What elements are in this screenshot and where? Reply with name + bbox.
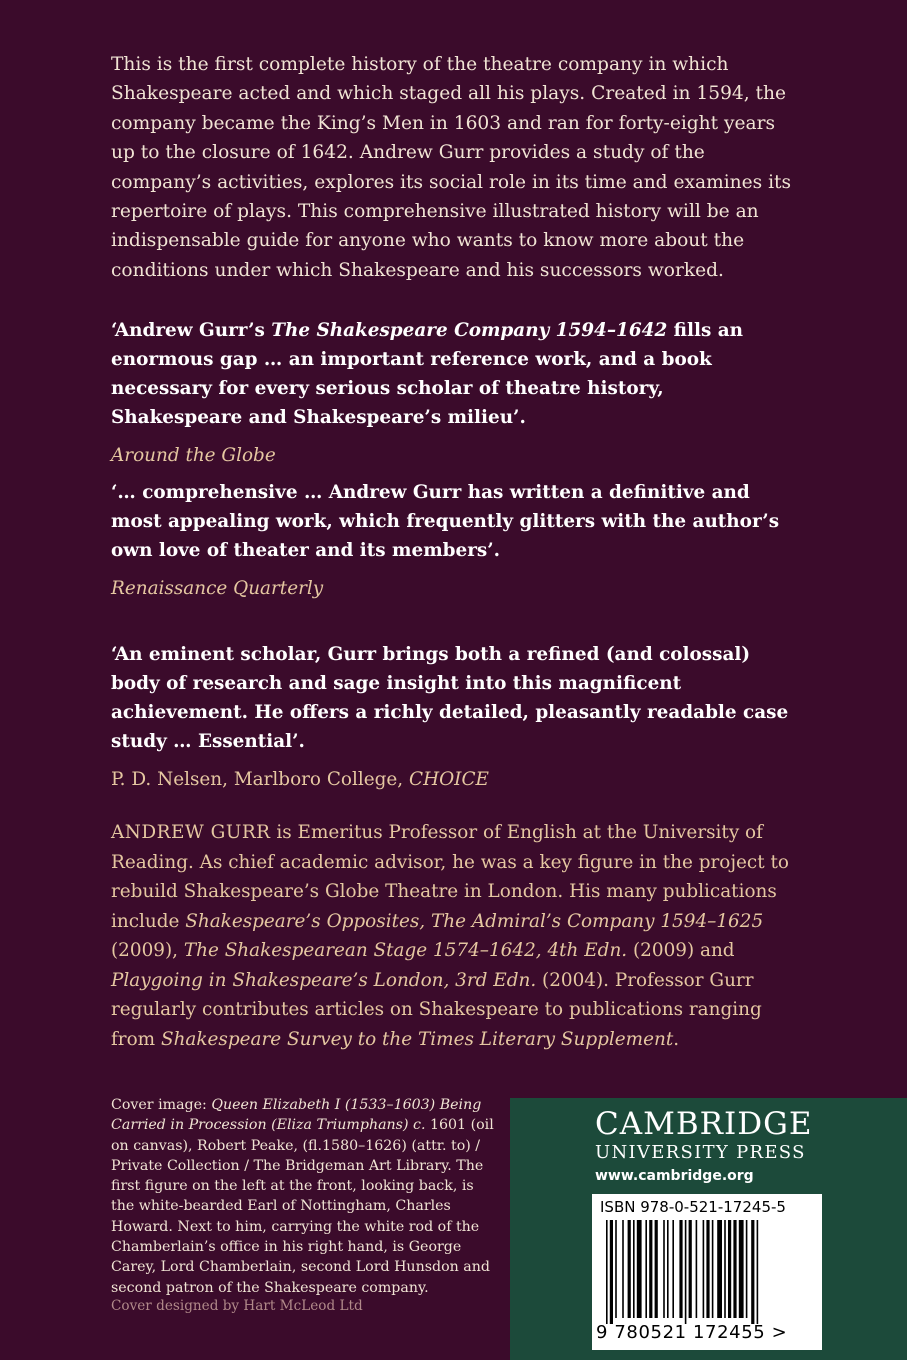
barcode-bar [751,1220,754,1324]
quote-source: Renaissance Quarterly [111,578,324,599]
review-quote-2 [111,478,801,603]
barcode-bar [679,1220,682,1318]
barcode-bar [615,1220,617,1318]
barcode-bar [633,1220,635,1318]
barcode [592,1194,822,1350]
barcode-bar [610,1220,613,1324]
author-bio [111,818,801,1054]
barcode-bar [637,1220,642,1318]
barcode-bar [655,1220,658,1318]
barcode-bar [717,1220,722,1318]
barcode-bar [703,1220,705,1318]
barcode-bar [739,1220,744,1318]
barcode-bar [746,1220,748,1318]
barcode-bar [649,1220,652,1318]
barcode-bar [757,1220,759,1324]
bio-text: ANDREW GURR is Emeritus Professor of English at the University of Reading. As chief academic advisor, he was a key figure in the project to rebuild Shakespeare’s Globe Theatre in London. His many publications include Shakespeare’s Opposites, The Admiral’s Company 1594–1625 (2009), The Shakespearean Stage 1574–1642, 4th Edn. (2009) and Playgoing in Shakespeare’s London, 3rd Edn. (2004). Professor Gurr regularly contributes articles on Shakespeare to publications ranging from Shakespeare Survey to the Times Literary Supplement. [111,822,789,1050]
barcode-bar [622,1220,624,1318]
blurb-text: This is the first complete history of the theatre company in which Shakespeare acted and which staged all his plays. Created in 1594, the company became the King’s Men in 1603 and ran for forty-eight years up to the closure of 1642. Andrew Gurr provides a study of the company’s activities, explores its social role in its time and examines its repertoire of plays. This comprehensive illustrated history will be an indispensable guide for anyone who wants to know more about the conditions under which Shakespeare and his successors worked. [111,54,792,281]
barcode-bar [712,1220,714,1318]
quote-source: Around the Globe [111,445,276,466]
barcode-bar [728,1220,731,1318]
review-quote-3 [111,640,801,794]
barcode-bar [628,1220,631,1318]
review-quote-1 [111,316,801,470]
author-name: ANDREW GURR [111,822,271,843]
barcode-digits: 9 780521 172455 > [596,1322,788,1343]
publisher-panel [510,1098,907,1360]
publisher-name: CAMBRIDGE [595,1106,813,1142]
barcode-bar [733,1220,736,1318]
barcode-bar [696,1220,698,1318]
barcode-bar [689,1220,692,1318]
barcode-bar [685,1220,687,1324]
barcode-bar [663,1220,665,1318]
barcode-bar [724,1220,726,1318]
barcode-bar [645,1220,647,1318]
publisher-press: UNIVERSITY PRESS [595,1142,806,1163]
cover-designer-credit: Cover designed by Hart McLeod Ltd [111,1298,363,1314]
barcode-bar [667,1220,669,1318]
publisher-url: www.cambridge.org [595,1168,754,1184]
quote-text: ‘… comprehensive … Andrew Gurr has written a definitive and most appealing work, which frequently glitters with the author’s own love of theater and its members’. [111,482,780,561]
quote-book-title: The Shakespeare Company 1594–1642 [271,320,668,341]
quote-text: ‘An eminent scholar, Gurr brings both a refined (and colossal) body of research and sage insight into this magnificent achievement. He offers a richly detailed, pleasantly readable case study … Essential’. [111,644,789,752]
barcode-bar [706,1220,709,1318]
description-blurb [111,50,801,285]
barcode-bar [672,1220,674,1318]
quote-source: P. D. Nelsen, Marlboro College, CHOICE [111,769,489,790]
cover-image-credit: Cover image: Queen Elizabeth I (1533–1603) Being Carried in Procession (Eliza Triumphans) c. 1601 (oil on canvas), Robert Peake, (fl.1580–1626) (attr. to) / Private Collection / The Bridgeman Art Library. The first figure on the left at the front, looking back, is the white-bearded Earl of Nottingham, Charles Howard. Next to him, carrying the white rod of the Chamberlain’s office in his right hand, is George Carey, Lord Chamberlain, second Lord Hunsdon and second patron of the Shakespeare company. [111,1097,494,1296]
quote-text: ‘Andrew Gurr’s The Shakespeare Company 1594–1642 fills an enormous gap … an important reference work, and a book necessary for every serious scholar of theatre history, Shakespeare and Shakespeare’s milieu’. [111,320,744,428]
isbn-label: ISBN 978-0-521-17245-5 [600,1198,786,1216]
barcode-bar [606,1220,608,1324]
